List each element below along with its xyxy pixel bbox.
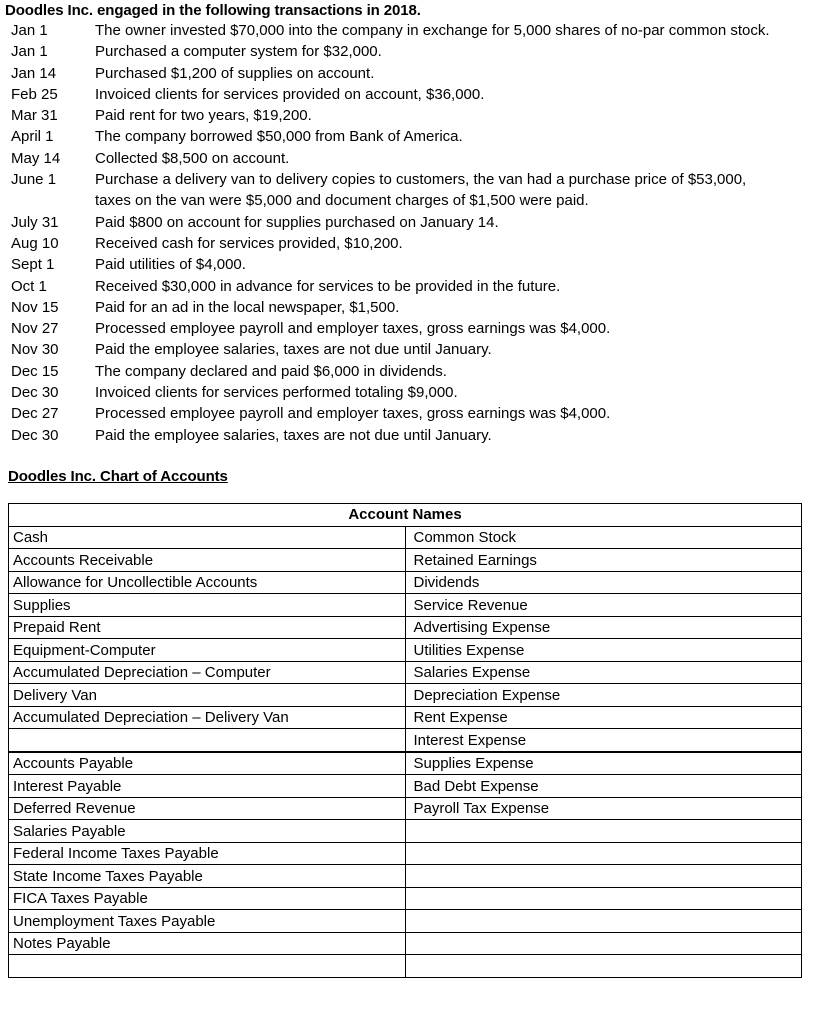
- transaction-row: [0, 41, 820, 62]
- transaction-description: Paid rent for two years, $19,200.: [95, 107, 312, 125]
- document-title: Doodles Inc. engaged in the following transactions in 2018.: [5, 2, 421, 19]
- transaction-description: Processed employee payroll and employer taxes, gross earnings was $4,000.: [95, 320, 611, 338]
- transaction-description: Purchased a computer system for $32,000.: [95, 43, 382, 61]
- table-header-row: [9, 503, 802, 526]
- account-name-right-cell: [405, 820, 802, 843]
- transaction-row: [0, 382, 820, 403]
- table-row: [9, 594, 802, 617]
- account-name-left-cell: Prepaid Rent: [9, 616, 406, 639]
- account-name-left-cell: Notes Payable: [9, 932, 406, 955]
- account-name-right-cell: Dividends: [405, 571, 802, 594]
- account-name-right-cell: [405, 887, 802, 910]
- transaction-row: [0, 318, 820, 339]
- transaction-description: Paid the employee salaries, taxes are not due until January.: [95, 426, 492, 444]
- transaction-description: Paid $800 on account for supplies purchased on January 14.: [95, 213, 499, 231]
- table-body: [9, 526, 802, 977]
- transaction-row: [0, 148, 820, 169]
- transaction-date: Jan 1: [11, 22, 48, 39]
- account-name-right-cell: Service Revenue: [405, 594, 802, 617]
- transaction-date: Dec 30: [11, 426, 59, 444]
- table-row: [9, 639, 802, 662]
- transaction-row: [0, 20, 820, 41]
- transaction-row: [0, 425, 820, 446]
- table-row: [9, 752, 802, 775]
- transaction-date: Dec 27: [11, 405, 59, 423]
- transaction-description: Received cash for services provided, $10,200.: [95, 234, 403, 252]
- transaction-date: Aug 10: [11, 234, 59, 252]
- transaction-description: Invoiced clients for services provided on account, $36,000.: [95, 85, 485, 103]
- transaction-date: Nov 30: [11, 341, 59, 359]
- transaction-row: [0, 276, 820, 297]
- transaction-description: Paid the employee salaries, taxes are not due until January.: [95, 341, 492, 359]
- table-row: [9, 661, 802, 684]
- transaction-row: [0, 339, 820, 360]
- account-name-left-cell: Delivery Van: [9, 684, 406, 707]
- account-name-right-cell: Utilities Expense: [405, 639, 802, 662]
- account-name-left-cell: Unemployment Taxes Payable: [9, 910, 406, 933]
- transaction-row: [0, 84, 820, 105]
- transaction-row: [0, 254, 820, 275]
- transaction-date: Feb 25: [11, 85, 58, 103]
- transaction-date: April 1: [11, 128, 54, 146]
- transaction-row: [0, 169, 820, 212]
- transaction-row: [0, 403, 820, 424]
- table-row: [9, 729, 802, 752]
- account-name-right-cell: [405, 932, 802, 955]
- account-name-left-cell: Allowance for Uncollectible Accounts: [9, 571, 406, 594]
- transaction-date: Dec 15: [11, 362, 59, 380]
- table-row: [9, 526, 802, 549]
- account-names-header: Account Names: [9, 503, 802, 526]
- account-name-right-cell: [405, 955, 802, 978]
- account-name-left-cell: Accounts Receivable: [9, 549, 406, 572]
- table-row: [9, 842, 802, 865]
- table-row: [9, 684, 802, 707]
- account-name-right-cell: Payroll Tax Expense: [405, 797, 802, 820]
- transaction-description: The owner invested $70,000 into the company in exchange for 5,000 shares of no-par common stock.: [95, 22, 770, 39]
- account-name-right-cell: [405, 865, 802, 888]
- transaction-date: May 14: [11, 149, 61, 167]
- table-row: [9, 820, 802, 843]
- account-name-right-cell: Retained Earnings: [405, 549, 802, 572]
- account-name-left-cell: Federal Income Taxes Payable: [9, 842, 406, 865]
- table-row: [9, 932, 802, 955]
- account-name-left-cell: Deferred Revenue: [9, 797, 406, 820]
- chart-of-accounts-table-wrap: [8, 503, 802, 978]
- table-row: [9, 706, 802, 729]
- transaction-description: Invoiced clients for services performed totaling $9,000.: [95, 384, 458, 402]
- account-name-left-cell: [9, 729, 406, 752]
- table-row: [9, 616, 802, 639]
- account-name-right-cell: Advertising Expense: [405, 616, 802, 639]
- account-name-left-cell: State Income Taxes Payable: [9, 865, 406, 888]
- account-name-left-cell: Accumulated Depreciation – Computer: [9, 661, 406, 684]
- transaction-row: [0, 63, 820, 84]
- transaction-row: [0, 361, 820, 382]
- transaction-description: Received $30,000 in advance for services to be provided in the future.: [95, 277, 561, 295]
- transaction-description: The company borrowed $50,000 from Bank of America.: [95, 128, 463, 146]
- table-row: [9, 571, 802, 594]
- chart-of-accounts-table: [8, 503, 802, 978]
- table-row: [9, 797, 802, 820]
- transaction-description: Collected $8,500 on account.: [95, 149, 290, 167]
- account-name-right-cell: Depreciation Expense: [405, 684, 802, 707]
- table-row: [9, 887, 802, 910]
- chart-of-accounts-heading: Doodles Inc. Chart of Accounts: [8, 467, 228, 485]
- account-name-left-cell: Accumulated Depreciation – Delivery Van: [9, 706, 406, 729]
- account-name-right-cell: Rent Expense: [405, 706, 802, 729]
- transaction-date: Dec 30: [11, 384, 59, 402]
- table-row: [9, 775, 802, 798]
- transaction-row: [0, 105, 820, 126]
- transaction-date: Mar 31: [11, 107, 58, 125]
- account-name-left-cell: [9, 955, 406, 978]
- account-name-left-cell: FICA Taxes Payable: [9, 887, 406, 910]
- table-head: [9, 503, 802, 526]
- table-row: [9, 865, 802, 888]
- transaction-date: July 31: [11, 213, 59, 231]
- account-name-left-cell: Accounts Payable: [9, 752, 406, 775]
- transaction-date: Jan 1: [11, 43, 48, 61]
- transaction-description: Paid utilities of $4,000.: [95, 256, 246, 274]
- account-name-left-cell: Salaries Payable: [9, 820, 406, 843]
- table-row: [9, 910, 802, 933]
- account-name-left-cell: Supplies: [9, 594, 406, 617]
- account-name-right-cell: Bad Debt Expense: [405, 775, 802, 798]
- account-name-left-cell: Equipment-Computer: [9, 639, 406, 662]
- account-name-right-cell: [405, 910, 802, 933]
- transaction-description: Processed employee payroll and employer taxes, gross earnings was $4,000.: [95, 405, 611, 423]
- transaction-row: [0, 126, 820, 147]
- transaction-description: Paid for an ad in the local newspaper, $1,500.: [95, 298, 400, 316]
- table-row: [9, 549, 802, 572]
- transaction-date: Sept 1: [11, 256, 55, 274]
- transaction-description: The company declared and paid $6,000 in dividends.: [95, 362, 447, 380]
- transaction-date: Oct 1: [11, 277, 47, 295]
- transaction-date: June 1: [11, 171, 57, 189]
- account-name-right-cell: [405, 842, 802, 865]
- account-name-left-cell: Cash: [9, 526, 406, 549]
- transaction-row: [0, 212, 820, 233]
- transaction-description: Purchased $1,200 of supplies on account.: [95, 64, 375, 82]
- transaction-row: [0, 233, 820, 254]
- account-name-right-cell: Common Stock: [405, 526, 802, 549]
- transaction-date: Nov 15: [11, 298, 59, 316]
- account-name-right-cell: Salaries Expense: [405, 661, 802, 684]
- transaction-date: Nov 27: [11, 320, 59, 338]
- transaction-description: Purchase a delivery van to delivery copies to customers, the van had a purchase price of $53,000, taxes on the van were $5,000 and document charges of $1,500 were paid.: [95, 171, 747, 210]
- account-name-right-cell: Interest Expense: [405, 729, 802, 752]
- transaction-list: [0, 20, 820, 446]
- transaction-row: [0, 297, 820, 318]
- account-name-right-cell: Supplies Expense: [405, 752, 802, 775]
- table-row: [9, 955, 802, 978]
- transaction-date: Jan 14: [11, 64, 57, 82]
- account-name-left-cell: Interest Payable: [9, 775, 406, 798]
